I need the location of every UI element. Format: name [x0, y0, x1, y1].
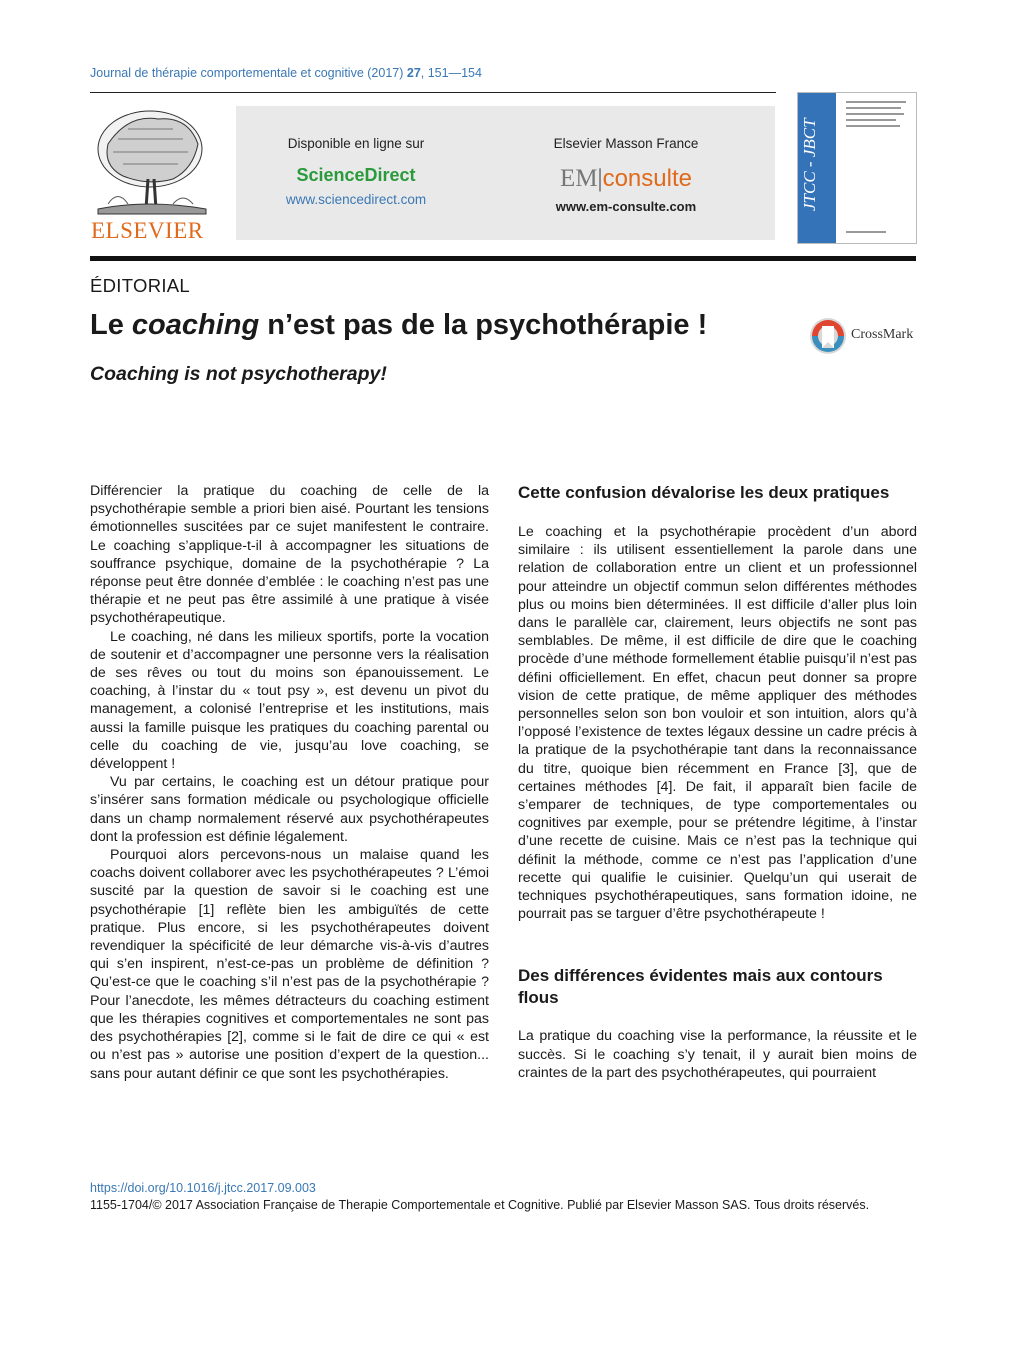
cover-band	[798, 93, 836, 243]
section-heading: Cette confusion dévalorise les deux pratiques	[518, 483, 890, 502]
crossmark-label[interactable]: CrossMark	[851, 327, 914, 342]
title-part-1: Le	[90, 309, 132, 341]
sciencedirect-logo[interactable]: ScienceDirect	[296, 165, 416, 185]
emconsulte-logo-em: EM	[560, 165, 598, 192]
body-paragraph: Différencier la pratique du coaching de celle de la psychothérapie semble a priori bien aisé. Pourtant les tensions émotionnelles suscitées par ce sujet manifestent le contraire. Le coaching s’applique-t-il à accompagner les situations de souffrance psychique, domaine de la psychothérapie ? La réponse peut être donnée d’emblée : le coaching n’est pas une thérapie et ne peut pas être assimilé à une pratique à visée psychothérapeutique.	[90, 483, 489, 627]
journal-pages: , 151—154	[420, 66, 482, 80]
body-paragraph: La pratique du coaching vise la performance, la réussite et le succès. Si le coaching s’y tenait, il y aurait bien moins de craintes de la part des psychothérapeutes, qui pourraient	[518, 1028, 917, 1081]
cover-vertical-title: JTCC - JBCT	[800, 118, 819, 211]
cover-text-line	[846, 101, 906, 103]
available-online-label: Disponible en ligne sur	[287, 136, 425, 151]
sciencedirect-block	[256, 136, 456, 207]
cover-text-line	[846, 113, 904, 115]
availability-box	[236, 106, 775, 240]
cover-text-line	[846, 107, 901, 109]
journal-name: Journal de thérapie comportementale et cognitive (2017)	[90, 66, 404, 80]
body-paragraph: Le coaching et la psychothérapie procèdent d’un abord similaire : ils utilisent essentiellement la parole dans une relation de collaboration entre un client et un professionnel pour atteindre un objectif commun selon différentes méthodes plus ou moins bien déterminées. Il est difficile d’aller plus loin dans le parallèle car, clairement, leurs objectifs ne sont pas semblables. De même, il est difficile de dire que le coaching procède d’une méthode formellement établie puisqu’il n’est pas défini officiellement. En effet, chacun peut donner sa propre vision de cette pratique, de même appliquer des méthodes personnelles selon son bon vouloir et son intuition, alors qu’à l’opposé l’existence de textes légaux dessine un cadre précis à la pratique de la psychothérapie tant dans la reconnaissance du titre, quoique bien récemment en France [3], que de certaines méthodes [4]. De fait, il apparaît bien facile de s’emparer de techniques, de type comportementales ou cognitives par exemple, pour se prétendre légitime, à l’instar d’une recette de cuisine. Mais ce n’est pas la technique qui définit la méthode, comme ce n’est pas l’application d’une recette qui qualifie le cuisinier. Quelqu’un qui userait de techniques psychothérapeutiques, sans formation idoine, ne pourrait pas se targuer d’être psychothérapeute !	[518, 524, 917, 923]
article-subtitle: Coaching is not psychotherapy!	[90, 363, 387, 385]
section-label: ÉDITORIAL	[90, 275, 191, 296]
emconsulte-block	[496, 136, 756, 214]
cover-text-line	[846, 125, 900, 127]
journal-cover-thumbnail[interactable]	[797, 92, 917, 244]
journal-citation[interactable]	[90, 66, 482, 80]
right-column	[518, 482, 917, 1082]
copyright-notice: 1155-1704/© 2017 Association Française de Therapie Comportementale et Cognitive. Publié par Elsevier Masson SAS. Tous droits réservés.	[90, 1198, 870, 1212]
emconsulte-logo-consulte: consulte	[602, 165, 692, 192]
doi-link[interactable]: https://doi.org/10.1016/j.jtcc.2017.09.003	[90, 1181, 316, 1195]
body-paragraph: Pourquoi alors percevons-nous un malaise quand les coachs doivent collaborer avec les psychothérapeutes ? L’émoi suscité par la question de savoir si le coaching est une psychothérapie [1] reflète bien les ambiguïtés de cette pratique. Plus encore, si les psychothérapeutes doivent revendiquer la spécificité de leur démarche vis-à-vis d’autres qui s’en inspirent, n’est-ce-pas un problème de définition ? Qu’est-ce que le coaching s’il n’est pas de la psychothérapie ? Pour l’anecdote, les mêmes détracteurs du coaching estiment que les thérapies cognitives et comportementales ne sont pas des psychothérapies [2], comme si le fait de dire ce qui « est ou n’est pas » autorise une position d’expert de la question... sans pour autant définir ce que sont les psychothérapies.	[90, 847, 489, 1082]
article-title	[90, 309, 707, 342]
body-paragraph: Vu par certains, le coaching est un détour pratique pour s’insérer sans formation médicale ou psychologique officielle dans un champ normalement réservé aux psychothérapeutes dont la profession est définie légalement.	[90, 774, 489, 845]
sciencedirect-link[interactable]: www.sciencedirect.com	[285, 192, 427, 207]
header-rule	[90, 92, 776, 93]
cover-text-line	[846, 119, 896, 121]
emconsulte-logo[interactable]: EM|consulte	[560, 165, 692, 192]
title-italic: coaching	[131, 309, 260, 341]
emconsulte-link[interactable]: www.em-consulte.com	[555, 199, 697, 214]
body-paragraph: Le coaching, né dans les milieux sportifs, porte la vocation de soutenir et d’accompagner une personne vers la réalisation de ses rêves ou tout du moins son épanouissement. Le coaching, à l’instar du « tout psy », est devenu un pivot du management, a colonisé l’entreprise et les institutions, mais aussi la famille puisque les pratiques du coaching parental ou celle du coaching de vie, jusqu’au love coaching, se développent !	[90, 628, 489, 773]
left-column	[90, 482, 489, 1083]
cover-text-line	[846, 231, 886, 233]
elsevier-wordmark: ELSEVIER	[91, 218, 204, 243]
journal-volume: 27	[406, 66, 421, 80]
title-part-2: n’est pas de la psychothérapie !	[259, 309, 708, 341]
title-rule	[90, 256, 916, 261]
section-heading: Des différences évidentes mais aux contours flous	[518, 966, 883, 1008]
elsevier-masson-label: Elsevier Masson France	[553, 136, 699, 151]
